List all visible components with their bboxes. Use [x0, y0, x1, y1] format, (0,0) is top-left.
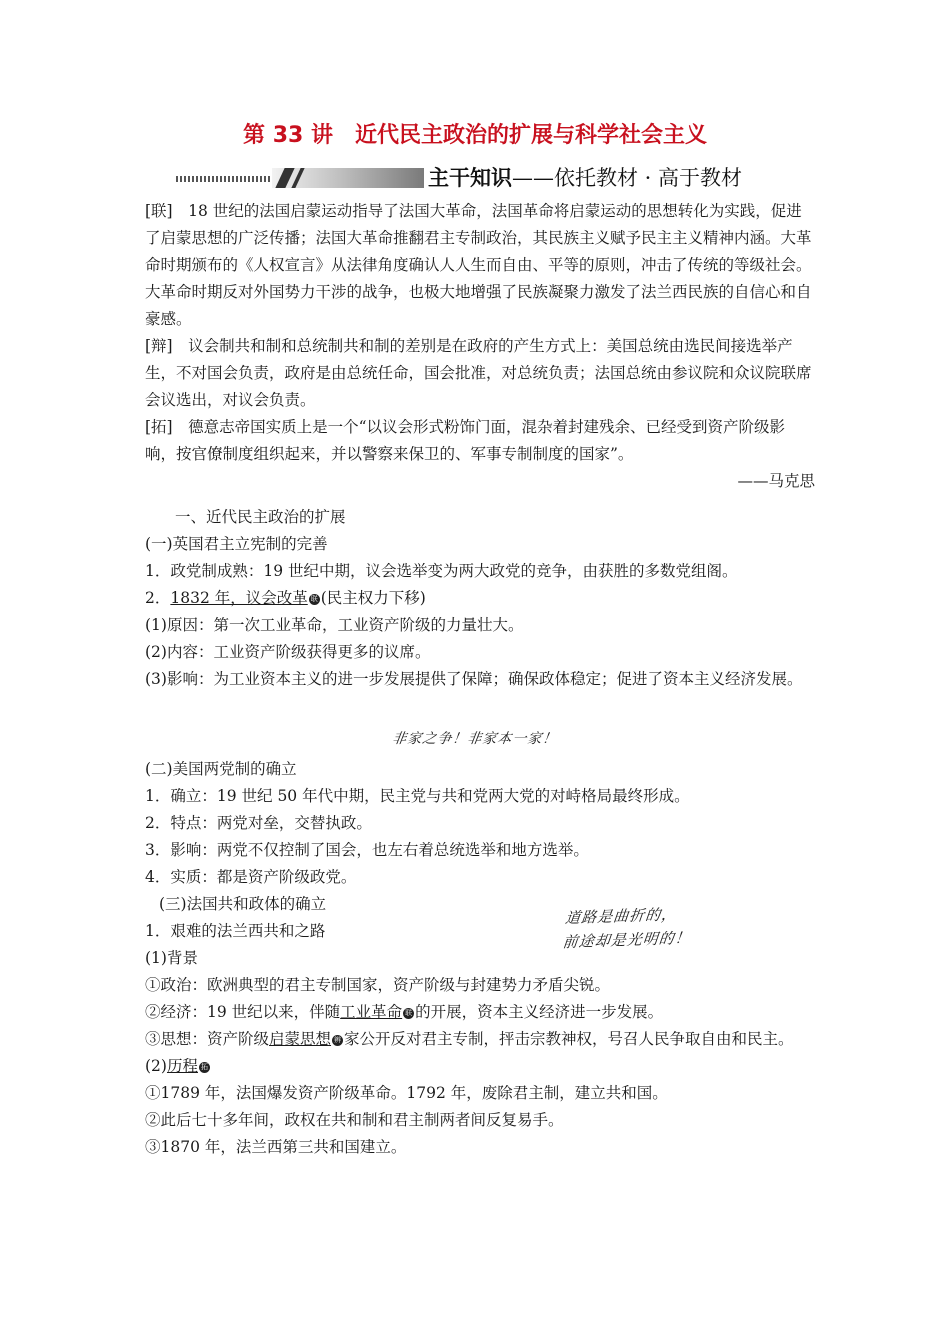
section1-j1: 1．确立：19 世纪 50 年代中期，民主党与共和党两大党的对峙格局最终形成。: [145, 787, 690, 805]
section1-block: [145, 504, 815, 693]
bian-mark-icon: 辨: [334, 1036, 342, 1044]
section1-item2-1: (1)原因：第一次工业革命，工业资产阶级的力量壮大。: [145, 616, 524, 634]
handwritten-note-2-line2: 前途却是光明的！: [561, 928, 692, 952]
note-tuo-source: ——马克思: [737, 472, 815, 490]
tuo-mark-icon: 拓: [200, 1063, 208, 1071]
section1-item2-3: (3)影响：为工业资本主义的进一步发展提供了保障；确保政体稳定；促进了资本主义经济发展。: [145, 670, 803, 688]
section1-j4: 4．实质：都是资产阶级政党。: [145, 868, 357, 886]
banner-heading-subtitle: ——依托教材 · 高于教材: [512, 166, 743, 190]
hist-underlined: 历程: [166, 1057, 198, 1075]
section1-sub1: (一)英国君主立宪制的完善: [145, 535, 328, 553]
background-heading: (1)背景: [145, 949, 198, 967]
section1-j3: 3．影响：两党不仅控制了国会，也左右着总统选举和地方选举。: [145, 841, 589, 859]
section1-item2-2: (2)内容：工业资产阶级获得更多的议席。: [145, 643, 431, 661]
section-banner: [176, 162, 816, 192]
notes-block: [145, 198, 815, 495]
section1-sub2: (二)美国两党制的确立: [145, 760, 297, 778]
handwritten-note-2: [562, 900, 747, 954]
banner-heading-main: 主干知识: [428, 166, 512, 190]
section1-heading: 一、近代民主政治的扩展: [175, 508, 346, 526]
banner-heading: [428, 162, 742, 192]
note-lian: [联] 18 世纪的法国启蒙运动指导了法国大革命，法国革命将启蒙运动的思想转化为实践，促进了启蒙思想的广泛传播；法国大革命推翻君主专制政治，其民族主义赋予民主主义精神内涵。大革命时期颁布的《人权宣言》从法律角度确认人人生而自由、平等的原则，冲击了传统的等级社会。大革命时期反对外国势力干涉的战争，也极大地增强了民族凝聚力激发了法兰西民族的自信心和自豪感。: [145, 202, 812, 328]
note-bian: [辩] 议会制共和制和总统制共和制的差别是在政府的产生方式上：美国总统由选民间接选举产生，不对国会负责，政府是由总统任命，国会批准，对总统负责；法国总统由参议院和众议院联席会议选出，对议会负责。: [145, 337, 812, 409]
history-item-1: ①1789 年，法国爆发资产阶级革命。1792 年，废除君主制，建立共和国。: [145, 1084, 668, 1102]
section1-k1: 1．艰难的法兰西共和之路: [145, 922, 326, 940]
section1-item1: 1．政党制成熟：19 世纪中期，议会选举变为两大政党的竞争，由获胜的多数党组阁。: [145, 562, 738, 580]
lian-mark-icon: 联: [405, 1009, 413, 1017]
bg3-prefix: ③思想：资产阶级: [145, 1030, 270, 1048]
bg3-suffix: 家公开反对君主专制，抨击宗教神权，号召人民争取自由和民主。: [344, 1030, 794, 1048]
page-title: 第 33 讲 近代民主政治的扩展与科学社会主义: [243, 123, 707, 148]
handwritten-note-2-line1: 道路是曲折的，: [564, 905, 679, 928]
background-economy: [145, 999, 815, 1026]
item2-prefix: 2．: [145, 589, 171, 607]
section1-item2: [145, 585, 815, 612]
background-politics: ①政治：欧洲典型的君主专制国家，资产阶级与封建势力矛盾尖锐。: [145, 976, 611, 994]
banner-dots: [176, 176, 272, 182]
history-item-2: ②此后七十多年间，政权在共和制和君主制两者间反复易手。: [145, 1111, 564, 1129]
bg2-suffix: 的开展，资本主义经济进一步发展。: [415, 1003, 664, 1021]
history-item-3: ③1870 年，法兰西第三共和国建立。: [145, 1138, 407, 1156]
handwritten-note-1: 非家之争！非家本一家！: [391, 731, 559, 747]
note-tuo: [拓] 德意志帝国实质上是一个“以议会形式粉饰门面，混杂着封建残余、已经受到资产阶级影响，按官僚制度组织起来，并以警察来保卫的、军事专制制度的国家”。: [145, 418, 786, 463]
bg3-underlined: 启蒙思想: [269, 1030, 332, 1048]
banner-bar: [272, 168, 424, 188]
section1-sub3: (三)法国共和政体的确立: [159, 895, 327, 913]
section1-j2: 2．特点：两党对垒，交替执政。: [145, 814, 372, 832]
item2-underlined: 1832 年，议会改革: [170, 589, 308, 607]
history-heading: [145, 1053, 815, 1080]
bg2-underlined: 工业革命: [340, 1003, 403, 1021]
bg2-prefix: ②经济：19 世纪以来，伴随: [145, 1003, 341, 1021]
section1-part2-block: [145, 756, 815, 1161]
lian-mark-icon: 联: [310, 595, 318, 603]
background-thought: [145, 1026, 815, 1053]
hist-prefix: (2): [145, 1057, 167, 1075]
item2-suffix: (民主权力下移): [320, 589, 426, 607]
